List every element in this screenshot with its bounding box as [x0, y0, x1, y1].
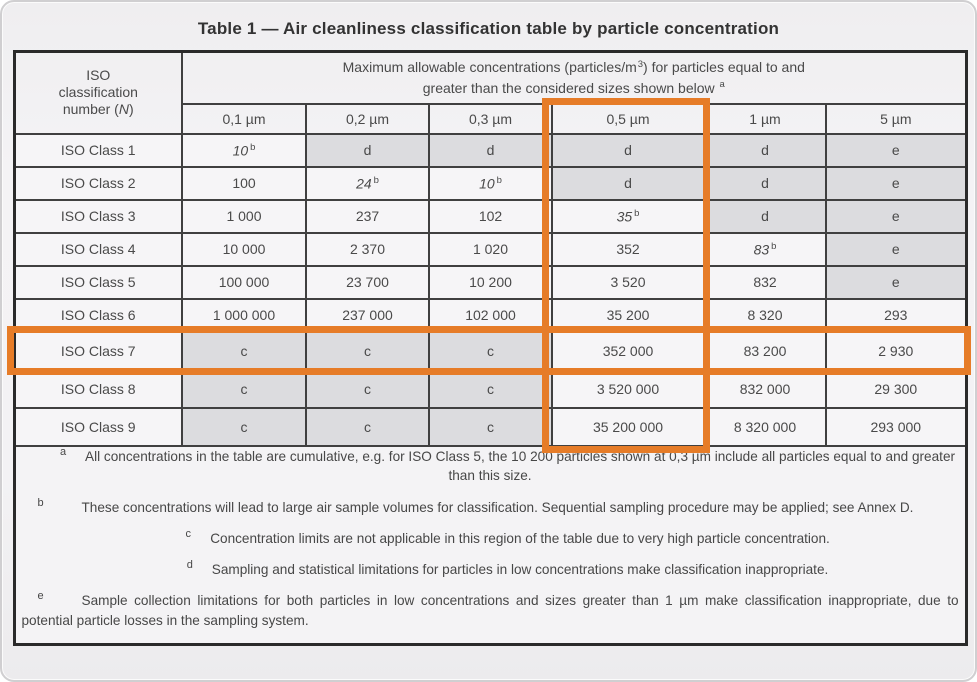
concentration-value-cell: 23 700 [306, 266, 429, 299]
concentration-value-cell: 1 000 000 [182, 299, 306, 332]
limit-note-cell: c [182, 370, 306, 408]
limit-note-cell: d [704, 200, 826, 233]
concentration-value-cell: 293 [826, 299, 966, 332]
concentration-value-cell: 10 200 [429, 266, 552, 299]
concentration-value-cell: 35 200 000 [552, 408, 704, 446]
row-label: ISO Class 4 [14, 233, 182, 266]
row-label: ISO Class 2 [14, 167, 182, 200]
limit-note-cell: c [306, 370, 429, 408]
limit-note-cell: c [182, 408, 306, 446]
row-label: ISO Class 8 [14, 370, 182, 408]
concentration-value-cell: 35 200 [552, 299, 704, 332]
corner-header-iso-classification: ISO classification number (N) [14, 52, 182, 134]
limit-note-cell: d [704, 167, 826, 200]
size-header-0-5um: 0,5 µm [552, 104, 704, 134]
limit-note-cell: e [826, 233, 966, 266]
footnote-ref-b: b [771, 240, 777, 252]
limit-note-cell: e [826, 200, 966, 233]
limit-note-cell: c [182, 332, 306, 370]
table-title: Table 1 — Air cleanliness classification table by particle concentration [197, 19, 780, 38]
iso-classification-table [13, 50, 968, 646]
concentration-value-cell: 102 000 [429, 299, 552, 332]
size-header-0-3um: 0,3 µm [429, 104, 552, 134]
concentration-value-cell: 83 200 [704, 332, 826, 370]
footnote-ref-b: b [250, 141, 256, 153]
concentration-value-cell: 3 520 [552, 266, 704, 299]
limit-note-cell: c [429, 370, 552, 408]
main-header-concentrations: Maximum allowable concentrations $(particles/m^3)$ for particles equal to and greater than the considered sizes shown below $^a$ [182, 52, 966, 104]
corner-line-3: number ( [62, 101, 119, 118]
footnote-c: c Concentration limits are not applicable in this region of the table due to very high particle concentration. [16, 529, 965, 548]
concentration-value-cell: 35 $^b$ [552, 200, 704, 233]
concentration-value-cell: 352 000 [552, 332, 704, 370]
footnote-d: d Sampling and statistical limitations for particles in low concentrations make classification inappropriate. [16, 560, 965, 579]
footnote-a: a All concentrations in the table are cumulative, e.g. for ISO Class 5, the 10 200 particles shown at 0,3 µm include all particles equal to and greater than this size. [16, 447, 965, 486]
limit-note-cell: c [306, 408, 429, 446]
table-row [14, 134, 966, 167]
concentration-value-cell: 8 320 [704, 299, 826, 332]
concentration-value-cell: 1 000 [182, 200, 306, 233]
concentration-value-cell: 832 000 [704, 370, 826, 408]
limit-note-cell: d [306, 134, 429, 167]
corner-line-2: classification [58, 84, 138, 101]
footnotes-section [14, 446, 966, 645]
limit-note-cell: c [306, 332, 429, 370]
row-label: ISO Class 5 [14, 266, 182, 299]
table-row [14, 332, 966, 370]
footnote-mark-c: c [185, 527, 191, 540]
concentration-value-cell: 10 $^b$ [182, 134, 306, 167]
size-header-0-2um: 0,2 µm [306, 104, 429, 134]
table-row [14, 200, 966, 233]
footnote-e: e Sample collection limitations for both particles in low concentrations and sizes greater than 1 µm make classification inappropriate, due to potential particle losses in the sampling system. [21, 590, 959, 628]
table-row [14, 370, 966, 408]
size-header-0-1um: 0,1 µm [182, 104, 306, 134]
footnote-ref-b: b [496, 174, 502, 186]
footnote-mark-e: e [37, 590, 44, 603]
concentration-value-cell: 352 [552, 233, 704, 266]
size-header-1um: 1 µm [704, 104, 826, 134]
row-label: ISO Class 6 [14, 299, 182, 332]
footnote-mark-b: b [37, 496, 44, 509]
concentration-value-cell: 832 [704, 266, 826, 299]
footnote-b: b These concentrations will lead to large air sample volumes for classification. Sequential sampling procedure may be applied; see Annex D. [16, 498, 965, 517]
superscript-3: 3 [637, 58, 644, 70]
size-header-5um: 5 µm [826, 104, 966, 134]
concentration-value-cell: 293 000 [826, 408, 966, 446]
footnote-ref-a: a [719, 79, 725, 91]
concentration-value-cell: 237 000 [306, 299, 429, 332]
concentration-value-cell: 102 [429, 200, 552, 233]
footnote-ref-b: b [373, 174, 379, 186]
limit-note-cell: d [429, 134, 552, 167]
concentration-value-cell: 100 000 [182, 266, 306, 299]
row-label: ISO Class 1 [14, 134, 182, 167]
corner-line-1: ISO [86, 67, 111, 84]
limit-note-cell: d [552, 134, 704, 167]
iso-table-wrap [13, 50, 965, 646]
row-label: ISO Class 7 [14, 332, 182, 370]
limit-note-cell: e [826, 266, 966, 299]
limit-note-cell: c [429, 332, 552, 370]
concentration-value-cell: 100 [182, 167, 306, 200]
concentration-value-cell: 8 320 000 [704, 408, 826, 446]
limit-note-cell: e [826, 134, 966, 167]
concentration-value-cell: 3 520 000 [552, 370, 704, 408]
footnote-mark-a: a [59, 445, 67, 458]
corner-n-italic: N [118, 101, 129, 118]
footnote-ref-b: b [634, 207, 640, 219]
table-row [14, 299, 966, 332]
limit-note-cell: d [704, 134, 826, 167]
concentration-value-cell: 237 [306, 200, 429, 233]
table-row [14, 266, 966, 299]
footnote-mark-d: d [186, 559, 193, 572]
concentration-value-cell: 10 $^b$ [429, 167, 552, 200]
limit-note-cell: e [826, 167, 966, 200]
concentration-value-cell: 2 930 [826, 332, 966, 370]
concentration-value-cell: 2 370 [306, 233, 429, 266]
concentration-value-cell: 83 $^b$ [704, 233, 826, 266]
limit-note-cell: d [552, 167, 704, 200]
row-label: ISO Class 3 [14, 200, 182, 233]
row-label: ISO Class 9 [14, 408, 182, 446]
limit-note-cell: c [429, 408, 552, 446]
table-row [14, 167, 966, 200]
table-row [14, 408, 966, 446]
concentration-value-cell: 29 300 [826, 370, 966, 408]
table-row [14, 233, 966, 266]
concentration-value-cell: 10 000 [182, 233, 306, 266]
concentration-value-cell: 24 $^b$ [306, 167, 429, 200]
concentration-value-cell: 1 020 [429, 233, 552, 266]
